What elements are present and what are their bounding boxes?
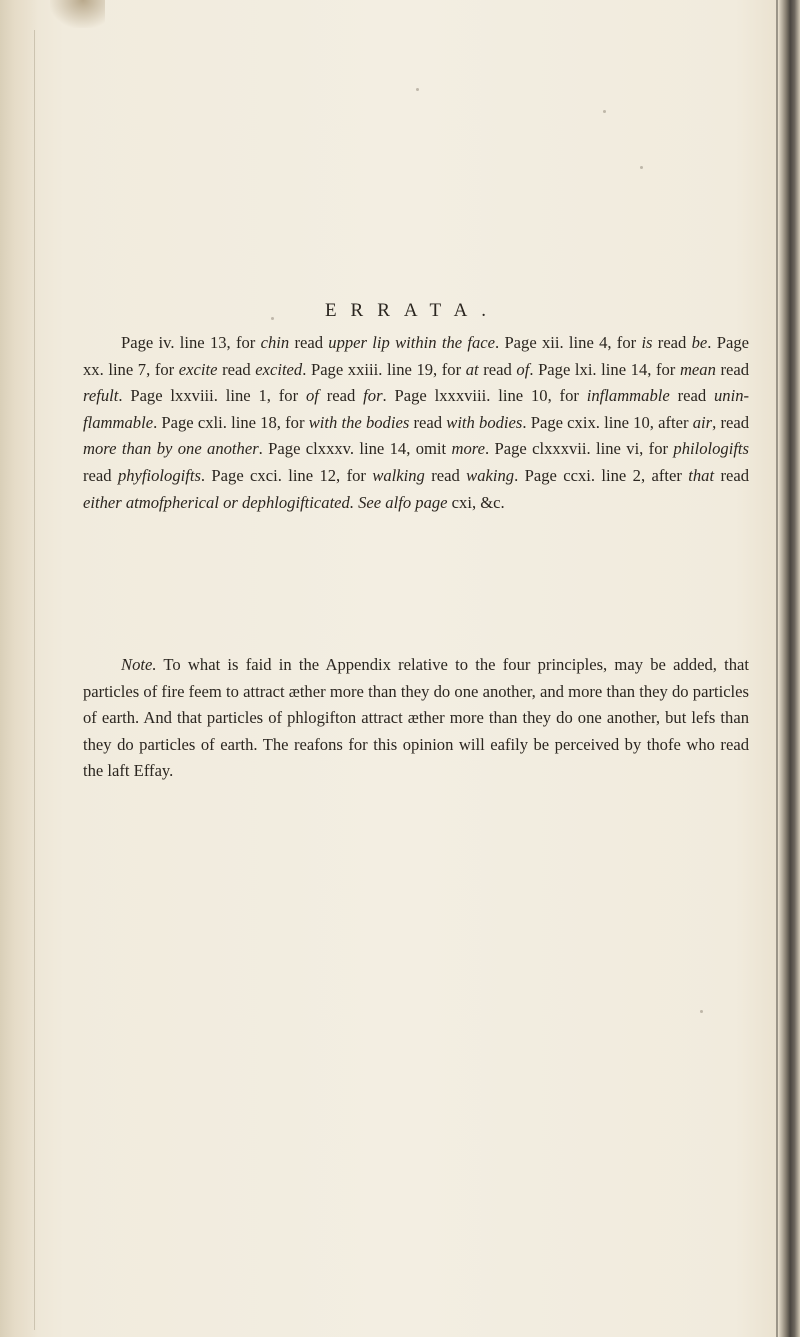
errata-text-run: read	[669, 386, 714, 406]
errata-italic-run: of	[516, 359, 530, 379]
errata-italic-run: be	[691, 333, 708, 352]
errata-text-run: read	[289, 333, 329, 352]
errata-text-run: cxi, &c.	[447, 492, 505, 512]
errata-italic-run: is	[641, 333, 653, 352]
errata-text-run: . Page cxix. line 10, after	[522, 412, 693, 432]
errata-italic-run: philologifts	[673, 439, 749, 459]
page-edge-line	[776, 0, 778, 1337]
errata-italic-run: that	[688, 465, 715, 485]
errata-italic-run: waking	[466, 465, 515, 485]
errata-text-run: read	[217, 359, 256, 379]
errata-text-run: read	[318, 386, 364, 406]
page-edge-shadow	[778, 0, 800, 1337]
paper-speck	[603, 110, 606, 113]
errata-text-run: read	[424, 465, 467, 485]
errata-text-run: read	[714, 465, 750, 485]
errata-italic-run: walking	[372, 465, 425, 485]
errata-text-run: , read	[712, 412, 750, 432]
errata-heading: ERRATA.	[324, 300, 501, 321]
errata-italic-run: of	[305, 386, 319, 406]
errata-text-run: . Page xxiii. line 19, for	[302, 359, 466, 379]
errata-italic-run: more than by one another	[83, 439, 259, 459]
paper-speck	[640, 166, 643, 169]
errata-text-run: read	[478, 359, 517, 379]
errata-text-run: . Page xx. line 7, for	[83, 333, 749, 379]
errata-italic-run: for	[363, 386, 383, 406]
errata-italic-run: with the bodies	[308, 412, 410, 432]
errata-text-run: . Page clxxxv. line 14, omit	[258, 439, 452, 459]
errata-italic-run: air	[692, 412, 713, 432]
errata-italic-run: refult	[83, 386, 119, 406]
errata-paragraph	[83, 330, 749, 516]
errata-italic-run: at	[465, 359, 479, 379]
paper-speck	[416, 88, 419, 91]
errata-italic-run: either atmofpherical or dephlogifticated. See alfo page	[83, 492, 448, 512]
note-paragraph	[83, 652, 749, 785]
errata-text-run: read	[652, 333, 692, 352]
page-binding-line	[34, 30, 35, 1330]
errata-italic-run: chin	[260, 333, 290, 352]
corner-stain	[50, 0, 105, 28]
note-text-run: To what is faid in the Appendix relative to the four principles, may be added, that particles of fire feem to attract æther more than they do one another, and more than they do particles of earth. And that particles of phlogifton attract æther more than they do one another, but lefs than they do particles of earth. The reafons for this opinion will eafily be perceived by thofe who read the laft Effay.	[83, 655, 749, 781]
errata-text-run: . Page cxli. line 18, for	[153, 412, 309, 432]
page-gutter-shadow	[0, 0, 38, 1337]
errata-text-run: . Page cxci. line 12, for	[200, 465, 373, 485]
errata-text-run: read	[409, 412, 447, 432]
paper-speck	[700, 1010, 703, 1013]
errata-text-run: read	[83, 465, 118, 485]
errata-italic-run: mean	[679, 359, 716, 379]
note-italic-run: Note.	[121, 655, 157, 674]
errata-text-run: . Page ccxi. line 2, after	[514, 465, 689, 485]
errata-text-run: read	[715, 359, 750, 379]
errata-italic-run: phyfiologifts	[117, 465, 201, 485]
errata-italic-run: inflammable	[586, 386, 670, 406]
errata-text-run: . Page xii. line 4, for	[495, 333, 642, 352]
errata-italic-run: excite	[178, 359, 218, 379]
errata-italic-run: with bodies	[446, 412, 523, 432]
errata-italic-run: upper lip within the face	[328, 333, 496, 352]
errata-italic-run: more	[451, 439, 486, 459]
errata-text-run: . Page clxxxvii. line vi, for	[485, 439, 674, 459]
errata-text-run: Page iv. line 13, for	[121, 333, 261, 352]
errata-italic-run: unin-flammable	[83, 386, 750, 432]
errata-italic-run: excited	[255, 359, 303, 379]
errata-text-run: . Page lxxviii. line 1, for	[118, 386, 306, 406]
errata-text-run: . Page lxi. line 14, for	[529, 359, 680, 379]
errata-text-run: . Page lxxxviii. line 10, for	[382, 386, 587, 406]
